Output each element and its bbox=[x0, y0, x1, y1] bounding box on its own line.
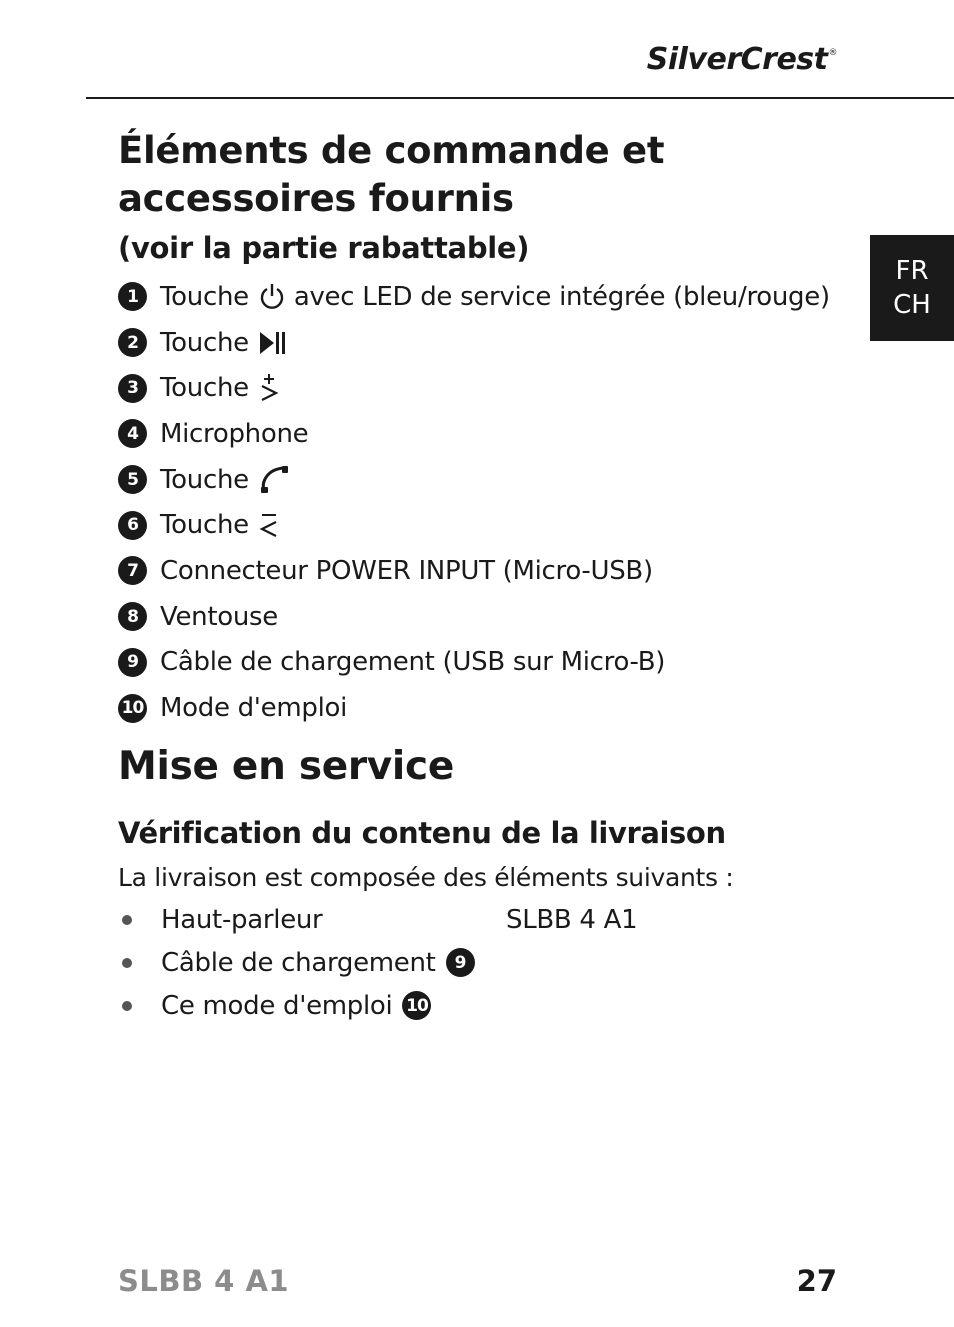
item-number-badge: 8 bbox=[118, 602, 147, 631]
item-label: Touche bbox=[160, 327, 249, 358]
next-plus-icon bbox=[258, 372, 280, 404]
item-number-badge: 2 bbox=[118, 328, 147, 357]
list-item bbox=[118, 640, 830, 686]
list-item bbox=[118, 502, 830, 548]
item-label: Ventouse bbox=[160, 601, 278, 632]
list-item bbox=[118, 548, 830, 594]
delivery-item-model: SLBB 4 A1 bbox=[506, 904, 638, 935]
section-subtitle-foldout: (voir la partie rabattable) bbox=[118, 231, 530, 265]
list-item bbox=[118, 898, 637, 941]
delivery-list bbox=[118, 898, 637, 1027]
footer-model-number: SLBB 4 A1 bbox=[118, 1264, 290, 1298]
delivery-intro-text: La livraison est composée des éléments suivants : bbox=[118, 863, 734, 892]
item-label: Microphone bbox=[160, 418, 309, 449]
language-code-fr: FR bbox=[895, 256, 929, 286]
previous-minus-icon bbox=[258, 510, 280, 540]
subheading-delivery-check: Vérification du contenu de la livraison bbox=[118, 816, 726, 850]
item-label: Touche bbox=[160, 464, 249, 495]
item-number-badge: 6 bbox=[118, 511, 147, 540]
item-number-badge: 4 bbox=[118, 419, 147, 448]
item-reference-badge: 9 bbox=[446, 948, 475, 977]
parts-list bbox=[118, 274, 830, 731]
language-tab bbox=[870, 235, 954, 341]
item-label: Touche bbox=[160, 510, 249, 541]
delivery-item-label: Ce mode d'emploi bbox=[161, 990, 393, 1021]
page-number: 27 bbox=[796, 1264, 837, 1298]
language-code-ch: CH bbox=[893, 290, 931, 320]
power-icon bbox=[258, 282, 286, 312]
item-reference-badge: 10 bbox=[402, 991, 431, 1020]
item-number-badge: 9 bbox=[118, 648, 147, 677]
item-label: Touche bbox=[160, 373, 249, 404]
list-item bbox=[118, 274, 830, 320]
item-description: avec LED de service intégrée (bleu/rouge) bbox=[293, 281, 830, 312]
brand-name: SilverCrest bbox=[646, 42, 828, 77]
delivery-item-label: Haut-parleur bbox=[161, 904, 323, 935]
item-label: Mode d'emploi bbox=[160, 693, 348, 724]
phone-handset-icon bbox=[258, 465, 290, 495]
item-number-badge: 5 bbox=[118, 465, 147, 494]
list-item bbox=[118, 685, 830, 731]
bullet-icon bbox=[122, 1001, 132, 1011]
delivery-item-label: Câble de chargement bbox=[161, 947, 436, 978]
registered-mark: ® bbox=[828, 48, 837, 58]
play-pause-icon bbox=[258, 330, 288, 356]
item-label: Câble de chargement (USB sur Micro-B) bbox=[160, 647, 666, 678]
section-title-setup: Mise en service bbox=[118, 744, 454, 789]
item-number-badge: 7 bbox=[118, 556, 147, 585]
list-item bbox=[118, 457, 830, 503]
list-item bbox=[118, 941, 637, 984]
list-item bbox=[118, 320, 830, 366]
list-item bbox=[118, 594, 830, 640]
section-title-controls: Éléments de commande et accessoires fournis bbox=[118, 129, 665, 220]
item-number-badge: 10 bbox=[118, 694, 147, 723]
item-label: Touche bbox=[160, 281, 249, 312]
bullet-icon bbox=[122, 958, 132, 968]
brand-logo bbox=[647, 42, 837, 77]
list-item bbox=[118, 984, 637, 1027]
item-number-badge: 3 bbox=[118, 374, 147, 403]
list-item bbox=[118, 411, 830, 457]
header-rule bbox=[86, 97, 954, 99]
item-label: Connecteur POWER INPUT (Micro-USB) bbox=[160, 555, 653, 586]
list-item bbox=[118, 365, 830, 411]
item-number-badge: 1 bbox=[118, 282, 147, 311]
bullet-icon bbox=[122, 915, 132, 925]
